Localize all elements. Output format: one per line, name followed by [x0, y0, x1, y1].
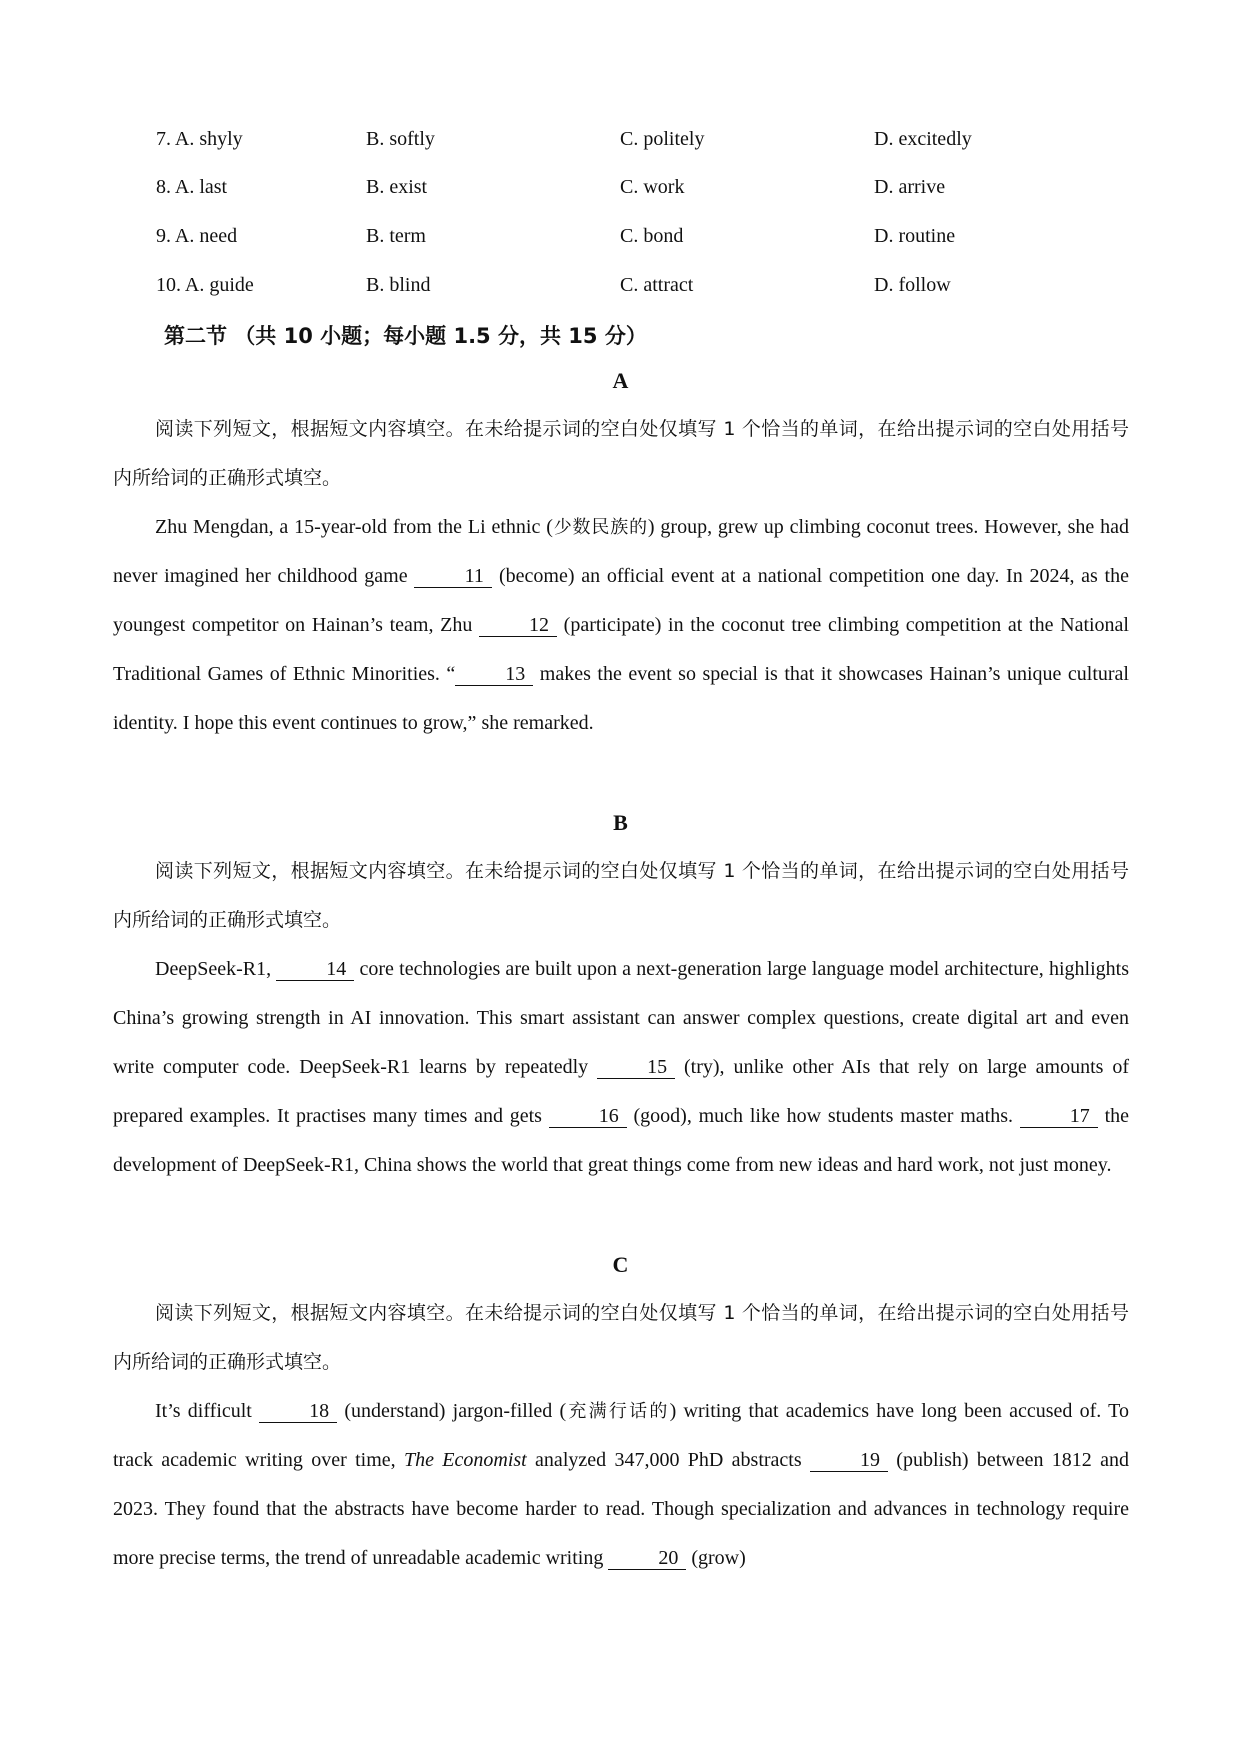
- option-8-c: C. work: [620, 176, 685, 198]
- blank-11: 11: [414, 565, 492, 588]
- chinese-gloss: 少数民族的: [552, 517, 648, 538]
- passage-b-heading: B: [613, 810, 628, 835]
- section-title: 第二节 （共 10 小题；每小题 1.5 分，共 15 分）: [164, 324, 647, 348]
- text-span: ) writing that academics have long been accused of. To track academic writing over time,: [113, 1400, 1129, 1471]
- instruction-a: 阅读下列短文，根据短文内容填空。在未给提示词的空白处仅填写 1 个恰当的单词，在给出提示词的空白处用括号内所给词的正确形式填空。: [113, 418, 1129, 489]
- passage-b-text: [113, 945, 1129, 1190]
- option-7-a: 7. A. shyly: [156, 128, 243, 150]
- option-9-a: 9. A. need: [156, 225, 238, 247]
- option-8-b: B. exist: [366, 176, 428, 198]
- text-span: the development of DeepSeek-R1, China shows the world that great things come from new ideas and hard work, not just money.: [113, 1105, 1130, 1176]
- blank-12: 12: [479, 614, 557, 637]
- text-span: Zhu Mengdan, a 15-year-old from the Li ethnic (: [155, 516, 553, 538]
- publication-name: The Economist: [403, 1449, 527, 1471]
- option-row-9: [0, 221, 1241, 251]
- text-span: (good), much like how students master maths.: [626, 1105, 1020, 1127]
- passage-a: [113, 405, 1129, 748]
- option-10-d: D. follow: [874, 274, 951, 296]
- chinese-gloss: 充满行话的: [566, 1401, 670, 1422]
- text-span: It’s difficult: [155, 1400, 260, 1422]
- text-span: ) group, grew up climbing coconut trees. However, she had never imagined her childhood game: [113, 516, 1129, 587]
- passage-c-heading: C: [612, 1252, 629, 1277]
- instruction-b: 阅读下列短文，根据短文内容填空。在未给提示词的空白处仅填写 1 个恰当的单词，在给出提示词的空白处用括号内所给词的正确形式填空。: [113, 860, 1129, 931]
- blank-20: 20: [608, 1547, 686, 1570]
- option-row-7: [0, 124, 1241, 154]
- option-7-c: C. politely: [620, 128, 705, 150]
- option-7-d: D. excitedly: [874, 128, 972, 150]
- option-row-8: [0, 172, 1241, 202]
- passage-c-text: [113, 1387, 1129, 1583]
- text-span: makes the event so special is that it showcases Hainan’s unique cultural identity. I hope this event continues to grow,” she remarked.: [113, 663, 1129, 734]
- text-span: core technologies are built upon a next-generation large language model architecture, highlights China’s growing strength in AI innovation. This smart assistant can answer complex questions, create digital art and even write computer code. DeepSeek-R1 learns by repeatedly: [113, 958, 1129, 1078]
- instruction-c: 阅读下列短文，根据短文内容填空。在未给提示词的空白处仅填写 1 个恰当的单词，在给出提示词的空白处用括号内所给词的正确形式填空。: [113, 1302, 1129, 1373]
- text-span: DeepSeek-R1,: [155, 958, 277, 980]
- option-9-d: D. routine: [874, 225, 956, 247]
- text-span: (grow): [686, 1547, 746, 1569]
- text-span: (become) an official event at a national competition one day. In 2024, as the youngest competitor on Hainan’s team, Zhu: [113, 565, 1129, 636]
- option-9-b: B. term: [366, 225, 426, 247]
- option-7-b: B. softly: [366, 128, 435, 150]
- blank-17: 17: [1020, 1105, 1098, 1128]
- text-span: (publish) between 1812 and 2023. They found that the abstracts have become harder to read. Though specialization and advances in technology require more precise terms, the trend of unreadable academic writing: [113, 1449, 1129, 1569]
- passage-c: [113, 1289, 1129, 1583]
- text-span: (understand) jargon-filled (: [337, 1400, 567, 1422]
- passage-a-heading: A: [612, 368, 629, 393]
- blank-15: 15: [597, 1056, 675, 1079]
- text-span: analyzed 347,000 PhD abstracts: [526, 1449, 810, 1471]
- option-10-b: B. blind: [366, 274, 431, 296]
- passage-a-text: [113, 503, 1129, 748]
- option-row-10: [0, 270, 1241, 300]
- option-8-d: D. arrive: [874, 176, 946, 198]
- text-span: (try), unlike other AIs that rely on large amounts of prepared examples. It practises many times and gets: [113, 1056, 1130, 1127]
- blank-14: 14: [276, 958, 354, 981]
- blank-16: 16: [549, 1105, 627, 1128]
- option-8-a: 8. A. last: [156, 176, 228, 198]
- blank-13: 13: [455, 663, 533, 686]
- text-span: (participate) in the coconut tree climbing competition at the National Traditional Games of Ethnic Minorities. “: [113, 614, 1129, 685]
- option-10-c: C. attract: [620, 274, 694, 296]
- passage-b: [113, 847, 1129, 1190]
- option-9-c: C. bond: [620, 225, 684, 247]
- blank-19: 19: [810, 1449, 888, 1472]
- option-10-a: 10. A. guide: [156, 274, 254, 296]
- blank-18: 18: [259, 1400, 337, 1423]
